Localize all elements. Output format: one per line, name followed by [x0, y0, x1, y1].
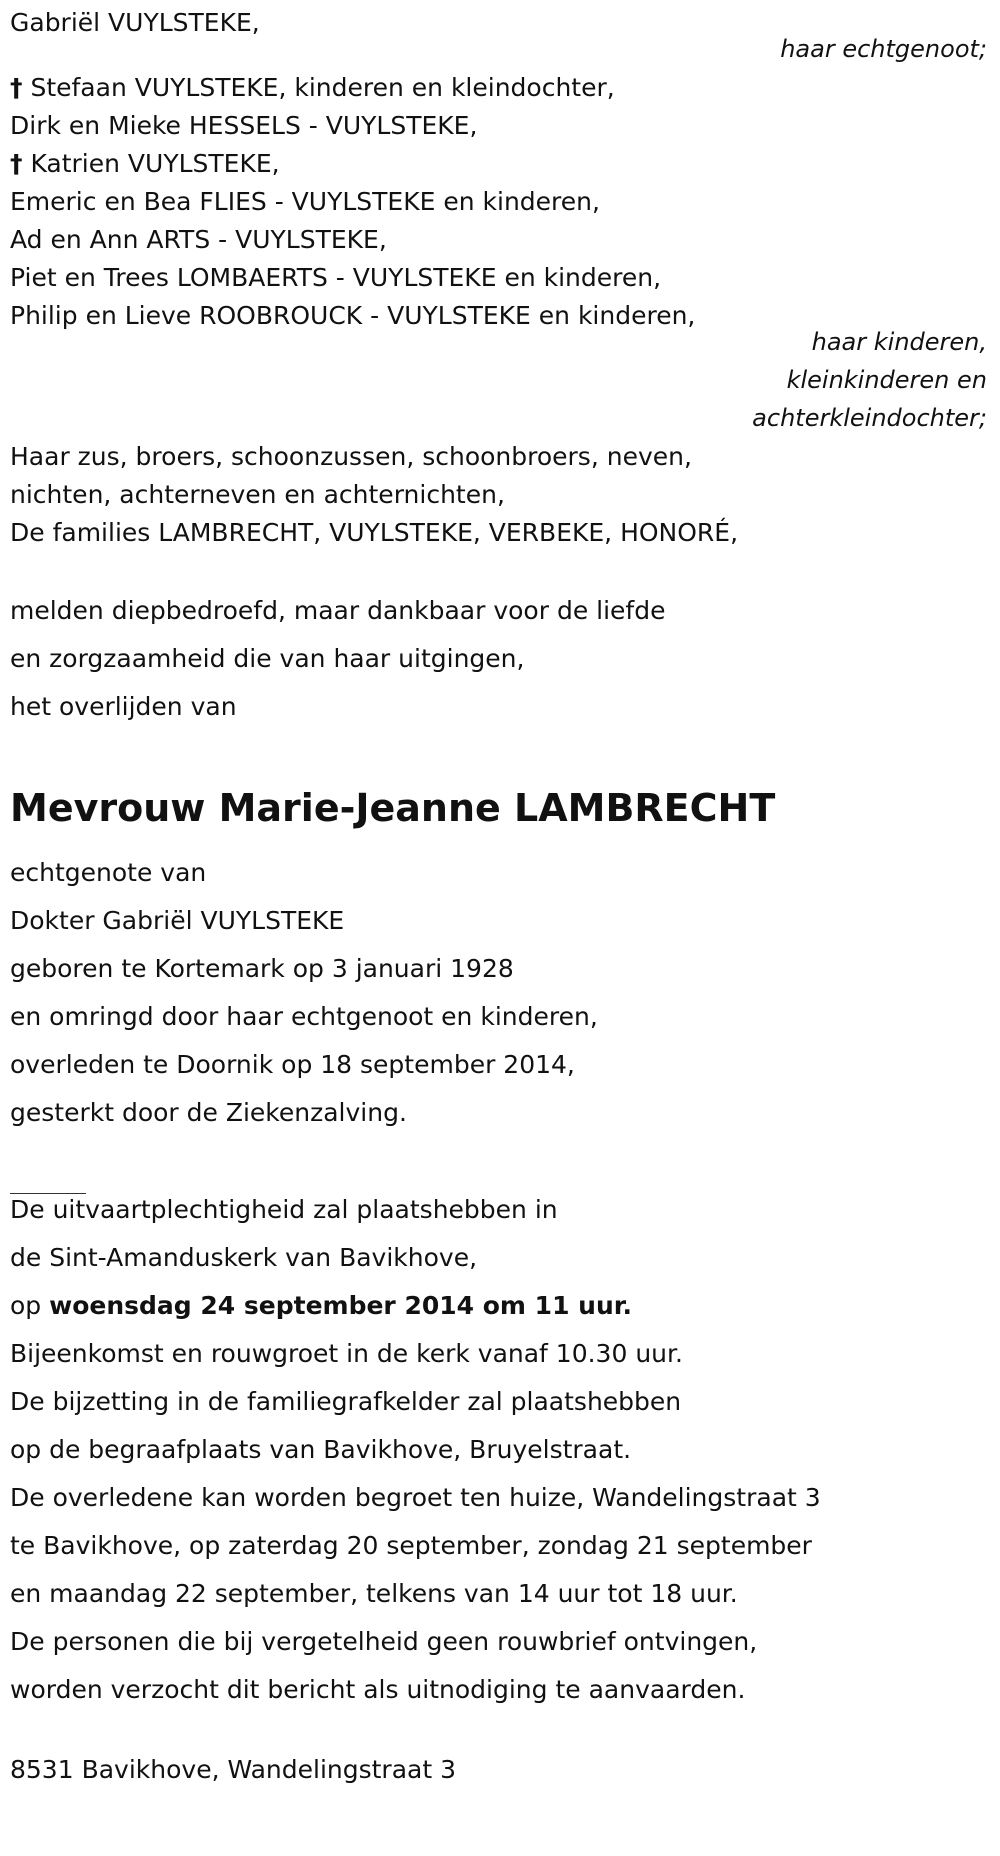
divider [10, 1193, 86, 1194]
funeral-date-prefix: op [10, 1291, 50, 1320]
address: 8531 Bavikhove, Wandelingstraat 3 [10, 1755, 457, 1784]
announcement-line: en zorgzaamheid die van haar uitgingen, [10, 644, 525, 673]
family-line: De families LAMBRECHT, VUYLSTEKE, VERBEKE, HONORÉ, [10, 518, 739, 547]
child-line [10, 225, 387, 255]
children-role-line: haar kinderen, [811, 328, 987, 356]
child-name: Piet en Trees LOMBAERTS - VUYLSTEKE en kinderen, [10, 263, 662, 292]
announcement-line: het overlijden van [10, 692, 237, 721]
detail-line: geboren te Kortemark op 3 januari 1928 [10, 954, 514, 983]
deceased-name: Mevrouw Marie-Jeanne LAMBRECHT [10, 786, 776, 830]
detail-line: Dokter Gabriël VUYLSTEKE [10, 906, 345, 935]
child-name: Katrien VUYLSTEKE, [30, 149, 280, 178]
child-line [10, 111, 477, 141]
funeral-date: woensdag 24 september 2014 om 11 uur. [49, 1291, 633, 1320]
spouse-name: Gabriël VUYLSTEKE, [10, 8, 260, 37]
detail-line: gesterkt door de Ziekenzalving. [10, 1098, 407, 1127]
funeral-line: worden verzocht dit bericht als uitnodiging te aanvaarden. [10, 1675, 746, 1704]
funeral-date-line [10, 1291, 632, 1321]
funeral-line: te Bavikhove, op zaterdag 20 september, zondag 21 september [10, 1531, 812, 1560]
funeral-line: De overledene kan worden begroet ten huize, Wandelingstraat 3 [10, 1483, 821, 1512]
child-line [10, 187, 600, 217]
family-line: nichten, achterneven en achternichten, [10, 480, 505, 509]
child-line [10, 263, 661, 293]
cross-icon: † [10, 73, 23, 102]
funeral-line: op de begraafplaats van Bavikhove, Bruyelstraat. [10, 1435, 632, 1464]
detail-line: echtgenote van [10, 858, 207, 887]
child-line [10, 301, 695, 331]
funeral-line: De personen die bij vergetelheid geen rouwbrief ontvingen, [10, 1627, 758, 1656]
funeral-line: De uitvaartplechtigheid zal plaatshebben in [10, 1195, 558, 1224]
child-name: Dirk en Mieke HESSELS - VUYLSTEKE, [10, 111, 478, 140]
child-line [10, 73, 615, 103]
funeral-line: Bijeenkomst en rouwgroet in de kerk vanaf 10.30 uur. [10, 1339, 683, 1368]
funeral-line: de Sint-Amanduskerk van Bavikhove, [10, 1243, 478, 1272]
detail-line: overleden te Doornik op 18 september 2014, [10, 1050, 575, 1079]
child-name: Stefaan VUYLSTEKE, kinderen en kleindochter, [30, 73, 615, 102]
child-name: Emeric en Bea FLIES - VUYLSTEKE en kinderen, [10, 187, 600, 216]
child-name: Ad en Ann ARTS - VUYLSTEKE, [10, 225, 387, 254]
children-role-line: achterkleindochter; [752, 404, 987, 432]
cross-icon: † [10, 149, 23, 178]
child-line [10, 149, 280, 179]
detail-line: en omringd door haar echtgenoot en kinderen, [10, 1002, 598, 1031]
children-role-line: kleinkinderen en [786, 366, 987, 394]
funeral-line: De bijzetting in de familiegrafkelder zal plaatshebben [10, 1387, 682, 1416]
child-name: Philip en Lieve ROOBROUCK - VUYLSTEKE en kinderen, [10, 301, 696, 330]
family-line: Haar zus, broers, schoonzussen, schoonbroers, neven, [10, 442, 692, 471]
announcement-line: melden diepbedroefd, maar dankbaar voor de liefde [10, 596, 666, 625]
funeral-line: en maandag 22 september, telkens van 14 uur tot 18 uur. [10, 1579, 738, 1608]
spouse-role: haar echtgenoot; [780, 35, 987, 63]
